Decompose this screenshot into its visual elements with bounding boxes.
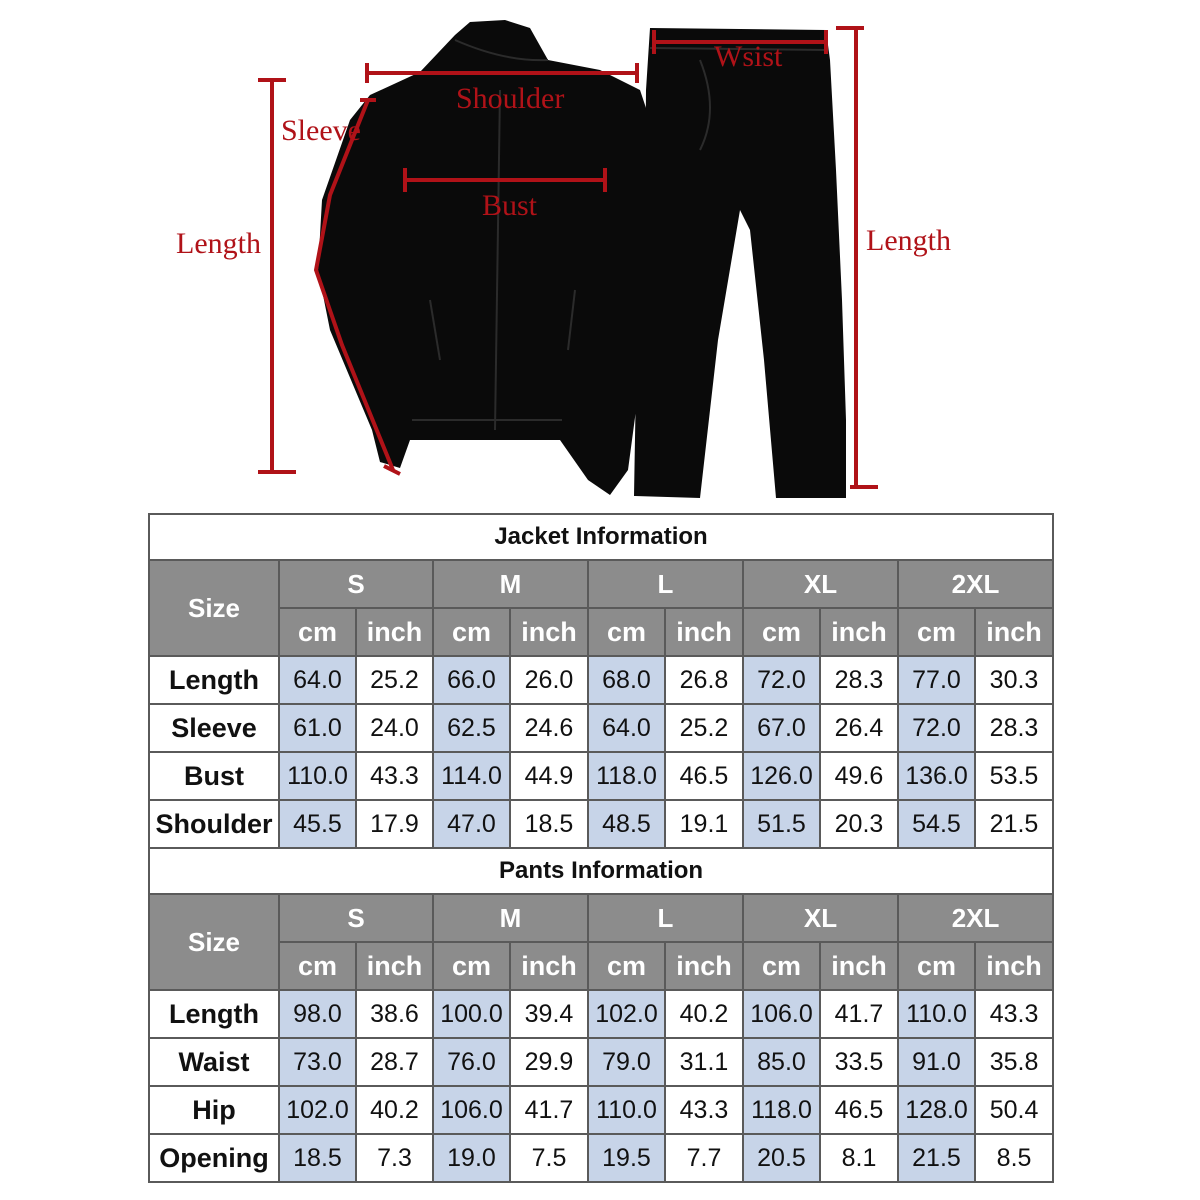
- cm-value-cell: 110.0: [588, 1086, 665, 1134]
- unit-header-cm: cm: [433, 942, 510, 990]
- cm-value-cell: 51.5: [743, 800, 820, 848]
- cm-value-cell: 118.0: [743, 1086, 820, 1134]
- inch-value-cell: 41.7: [820, 990, 898, 1038]
- cm-value-cell: 64.0: [588, 704, 665, 752]
- bust-label: Bust: [482, 189, 538, 222]
- inch-value-cell: 26.4: [820, 704, 898, 752]
- cm-value-cell: 72.0: [898, 704, 975, 752]
- inch-value-cell: 49.6: [820, 752, 898, 800]
- inch-value-cell: 43.3: [356, 752, 433, 800]
- size-header-2xl: 2XL: [898, 560, 1053, 608]
- unit-header-inch: inch: [510, 608, 588, 656]
- pants-illustration: [634, 28, 846, 498]
- row-label: Bust: [149, 752, 279, 800]
- size-column-header: Size: [149, 560, 279, 656]
- unit-header-inch: inch: [665, 942, 743, 990]
- cm-value-cell: 61.0: [279, 704, 356, 752]
- size-column-header: Size: [149, 894, 279, 990]
- cm-value-cell: 54.5: [898, 800, 975, 848]
- inch-value-cell: 39.4: [510, 990, 588, 1038]
- sleeve-label: Sleeve: [281, 114, 361, 147]
- cm-value-cell: 114.0: [433, 752, 510, 800]
- table-row: [149, 1038, 1053, 1086]
- unit-header-cm: cm: [898, 942, 975, 990]
- unit-header-inch: inch: [356, 942, 433, 990]
- inch-value-cell: 43.3: [975, 990, 1053, 1038]
- size-header-xl: XL: [743, 894, 898, 942]
- cm-value-cell: 19.5: [588, 1134, 665, 1182]
- cm-value-cell: 79.0: [588, 1038, 665, 1086]
- cm-value-cell: 73.0: [279, 1038, 356, 1086]
- cm-value-cell: 45.5: [279, 800, 356, 848]
- table-row: [149, 990, 1053, 1038]
- inch-value-cell: 21.5: [975, 800, 1053, 848]
- inch-value-cell: 7.5: [510, 1134, 588, 1182]
- unit-header-cm: cm: [433, 608, 510, 656]
- inch-value-cell: 25.2: [665, 704, 743, 752]
- inch-value-cell: 28.3: [820, 656, 898, 704]
- size-header-m: M: [433, 560, 588, 608]
- inch-value-cell: 46.5: [665, 752, 743, 800]
- inch-value-cell: 24.0: [356, 704, 433, 752]
- inch-value-cell: 28.7: [356, 1038, 433, 1086]
- table-title: Pants Information: [149, 848, 1053, 894]
- cm-value-cell: 48.5: [588, 800, 665, 848]
- cm-value-cell: 77.0: [898, 656, 975, 704]
- inch-value-cell: 38.6: [356, 990, 433, 1038]
- cm-value-cell: 62.5: [433, 704, 510, 752]
- inch-value-cell: 40.2: [665, 990, 743, 1038]
- inch-value-cell: 26.0: [510, 656, 588, 704]
- size-header-2xl: 2XL: [898, 894, 1053, 942]
- inch-value-cell: 20.3: [820, 800, 898, 848]
- inch-value-cell: 7.7: [665, 1134, 743, 1182]
- table-row: [149, 1134, 1053, 1182]
- shoulder-label: Shoulder: [456, 82, 565, 115]
- inch-value-cell: 35.8: [975, 1038, 1053, 1086]
- unit-header-cm: cm: [279, 942, 356, 990]
- table-row: [149, 752, 1053, 800]
- pants-length-label: Length: [866, 224, 951, 257]
- unit-header-inch: inch: [510, 942, 588, 990]
- cm-value-cell: 72.0: [743, 656, 820, 704]
- cm-value-cell: 128.0: [898, 1086, 975, 1134]
- unit-header-cm: cm: [588, 942, 665, 990]
- unit-header-inch: inch: [975, 942, 1053, 990]
- row-label: Waist: [149, 1038, 279, 1086]
- row-label: Sleeve: [149, 704, 279, 752]
- unit-header-row: [149, 942, 1053, 990]
- unit-header-cm: cm: [898, 608, 975, 656]
- cm-value-cell: 47.0: [433, 800, 510, 848]
- unit-header-row: [149, 608, 1053, 656]
- unit-header-inch: inch: [975, 608, 1053, 656]
- cm-value-cell: 136.0: [898, 752, 975, 800]
- jacket-table-body: [149, 656, 1053, 848]
- inch-value-cell: 30.3: [975, 656, 1053, 704]
- inch-value-cell: 53.5: [975, 752, 1053, 800]
- cm-value-cell: 110.0: [279, 752, 356, 800]
- size-header-s: S: [279, 560, 433, 608]
- size-header-s: S: [279, 894, 433, 942]
- cm-value-cell: 19.0: [433, 1134, 510, 1182]
- cm-value-cell: 110.0: [898, 990, 975, 1038]
- row-label: Opening: [149, 1134, 279, 1182]
- cm-value-cell: 76.0: [433, 1038, 510, 1086]
- jacket-size-table: [148, 513, 1054, 849]
- unit-header-inch: inch: [820, 608, 898, 656]
- inch-value-cell: 25.2: [356, 656, 433, 704]
- inch-value-cell: 24.6: [510, 704, 588, 752]
- cm-value-cell: 68.0: [588, 656, 665, 704]
- table-row: [149, 800, 1053, 848]
- inch-value-cell: 40.2: [356, 1086, 433, 1134]
- inch-value-cell: 28.3: [975, 704, 1053, 752]
- unit-header-inch: inch: [820, 942, 898, 990]
- row-label: Length: [149, 990, 279, 1038]
- cm-value-cell: 66.0: [433, 656, 510, 704]
- inch-value-cell: 18.5: [510, 800, 588, 848]
- cm-value-cell: 18.5: [279, 1134, 356, 1182]
- cm-value-cell: 98.0: [279, 990, 356, 1038]
- size-header-m: M: [433, 894, 588, 942]
- inch-value-cell: 29.9: [510, 1038, 588, 1086]
- cm-value-cell: 126.0: [743, 752, 820, 800]
- inch-value-cell: 50.4: [975, 1086, 1053, 1134]
- unit-header-inch: inch: [665, 608, 743, 656]
- unit-header-cm: cm: [743, 608, 820, 656]
- table-title: Jacket Information: [149, 514, 1053, 560]
- cm-value-cell: 20.5: [743, 1134, 820, 1182]
- waist-label: Wsist: [714, 40, 783, 73]
- unit-header-inch: inch: [356, 608, 433, 656]
- garment-measurement-diagram: [0, 0, 1200, 505]
- cm-value-cell: 85.0: [743, 1038, 820, 1086]
- inch-value-cell: 17.9: [356, 800, 433, 848]
- table-row: [149, 704, 1053, 752]
- cm-value-cell: 118.0: [588, 752, 665, 800]
- row-label: Shoulder: [149, 800, 279, 848]
- inch-value-cell: 7.3: [356, 1134, 433, 1182]
- size-header-l: L: [588, 894, 743, 942]
- cm-value-cell: 67.0: [743, 704, 820, 752]
- cm-value-cell: 100.0: [433, 990, 510, 1038]
- cm-value-cell: 64.0: [279, 656, 356, 704]
- cm-value-cell: 102.0: [279, 1086, 356, 1134]
- cm-value-cell: 102.0: [588, 990, 665, 1038]
- unit-header-cm: cm: [588, 608, 665, 656]
- size-header-l: L: [588, 560, 743, 608]
- inch-value-cell: 46.5: [820, 1086, 898, 1134]
- table-row: [149, 656, 1053, 704]
- row-label: Length: [149, 656, 279, 704]
- inch-value-cell: 41.7: [510, 1086, 588, 1134]
- size-header-xl: XL: [743, 560, 898, 608]
- unit-header-cm: cm: [743, 942, 820, 990]
- table-row: [149, 1086, 1053, 1134]
- inch-value-cell: 8.5: [975, 1134, 1053, 1182]
- cm-value-cell: 91.0: [898, 1038, 975, 1086]
- pants-size-table: [148, 847, 1054, 1183]
- unit-header-cm: cm: [279, 608, 356, 656]
- cm-value-cell: 106.0: [743, 990, 820, 1038]
- pants-table-body: [149, 990, 1053, 1182]
- jacket-length-label: Length: [176, 227, 261, 260]
- inch-value-cell: 44.9: [510, 752, 588, 800]
- cm-value-cell: 21.5: [898, 1134, 975, 1182]
- inch-value-cell: 43.3: [665, 1086, 743, 1134]
- inch-value-cell: 31.1: [665, 1038, 743, 1086]
- inch-value-cell: 8.1: [820, 1134, 898, 1182]
- inch-value-cell: 26.8: [665, 656, 743, 704]
- row-label: Hip: [149, 1086, 279, 1134]
- cm-value-cell: 106.0: [433, 1086, 510, 1134]
- inch-value-cell: 33.5: [820, 1038, 898, 1086]
- inch-value-cell: 19.1: [665, 800, 743, 848]
